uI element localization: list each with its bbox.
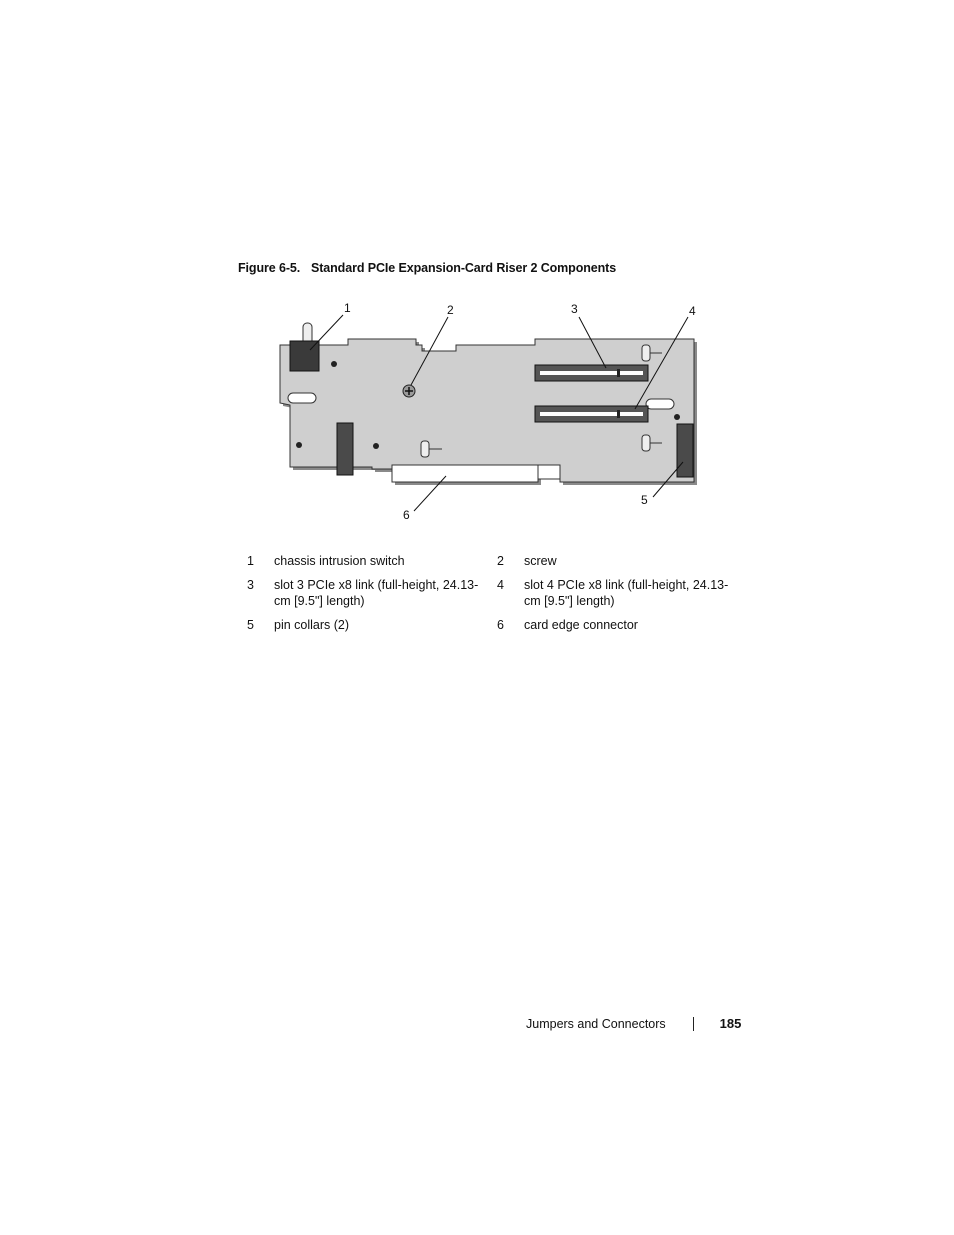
legend-row [247, 553, 747, 570]
legend-label: card edge connector [524, 617, 638, 632]
slot-4-key [617, 410, 620, 418]
mount-hole [674, 414, 680, 420]
figure-legend [247, 553, 747, 640]
legend-number: 4 [497, 577, 504, 592]
keyhole-slot [288, 393, 316, 403]
legend-item [497, 617, 747, 634]
pin-collar-right [677, 424, 693, 477]
keyhole-slot [646, 399, 674, 409]
callout-3: 3 [571, 302, 578, 316]
legend-item [247, 577, 497, 610]
legend-row [247, 577, 747, 610]
legend-item [247, 617, 497, 634]
figure-title: Standard PCIe Expansion-Card Riser 2 Components [311, 261, 617, 275]
legend-number: 2 [497, 554, 504, 568]
footer-separator [693, 1017, 694, 1031]
card-edge-connector [392, 465, 538, 482]
figure-number: Figure 6-5. [238, 261, 301, 275]
legend-number: 3 [247, 577, 254, 592]
slot-3-opening [540, 371, 643, 375]
callout-6: 6 [403, 508, 410, 522]
figure-caption [238, 261, 616, 275]
legend-label: screw [524, 554, 557, 568]
card-edge-key [538, 465, 560, 479]
callout-5: 5 [641, 493, 648, 507]
legend-label: slot 4 PCIe x8 link (full-height, 24.13-cm [9.5"] length) [524, 577, 729, 608]
mount-hole [373, 443, 379, 449]
legend-number: 5 [247, 617, 254, 632]
legend-item [497, 553, 747, 570]
legend-item [247, 553, 497, 570]
legend-number: 6 [497, 617, 504, 632]
mount-hole [296, 442, 302, 448]
callout-4: 4 [689, 304, 696, 318]
footer-section-title: Jumpers and Connectors [526, 1016, 666, 1031]
legend-label: pin collars (2) [274, 617, 350, 632]
riser-board-drawing [270, 295, 710, 525]
page-footer [526, 1016, 741, 1031]
page-number: 185 [719, 1016, 742, 1031]
slot-4-opening [540, 412, 643, 416]
legend-row [247, 617, 747, 634]
legend-label: slot 3 PCIe x8 link (full-height, 24.13-cm [9.5"] length) [274, 577, 479, 608]
legend-item [497, 577, 747, 610]
riser-board-illustration [270, 295, 710, 525]
mount-hole [331, 361, 337, 367]
pin-collar-left [337, 423, 353, 475]
legend-number: 1 [247, 554, 254, 568]
callout-1: 1 [344, 301, 351, 315]
slot-3-key [617, 369, 620, 377]
legend-label: chassis intrusion switch [274, 554, 405, 568]
callout-2: 2 [447, 303, 454, 317]
